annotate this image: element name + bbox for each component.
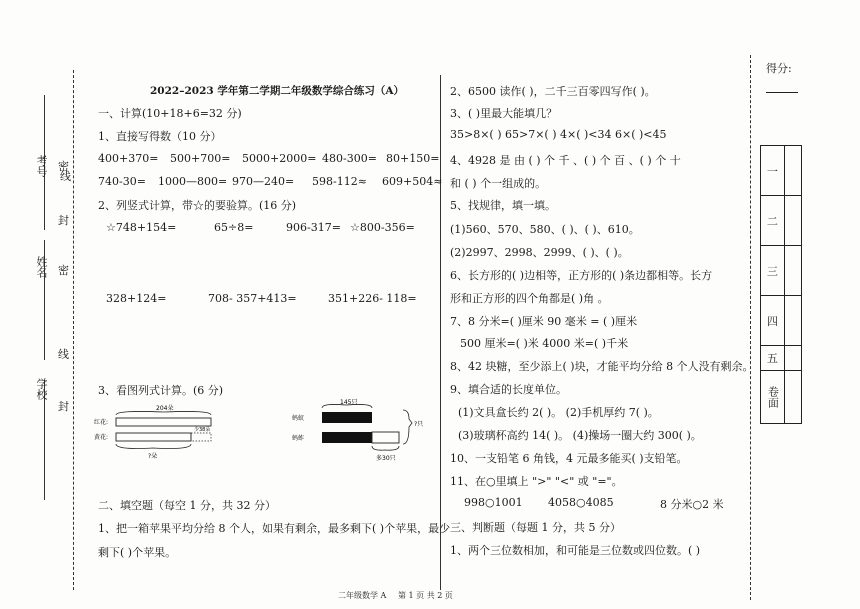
vertical-calc-item: ☆748+154= xyxy=(106,221,177,234)
calc-item: 609+504≈ xyxy=(382,175,443,188)
score-cell xyxy=(784,246,801,296)
exam-no-label: 考号 xyxy=(35,155,48,177)
footer-subject: 二年级数学 A xyxy=(338,591,387,600)
calc-item: 598-112≈ xyxy=(312,175,367,188)
fill-q5-1: (1)560、570、580、( )、( )、610。 xyxy=(450,223,640,236)
diagram2-top-label: 145只 xyxy=(340,399,358,406)
seal-xian-2: 线 xyxy=(58,348,69,361)
diagram2-question-label: ?只 xyxy=(414,421,424,428)
vertical-calc-item: ☆800-356= xyxy=(350,221,415,234)
fill-q7-line2: 500 厘米=( )米 4000 米=( )千米 xyxy=(460,337,629,350)
score-cell xyxy=(784,371,801,424)
fill-q8: 8、42 块糖，至少添上( )块，才能平均分给 8 个人没有剩余。 xyxy=(450,360,754,373)
fill-q7-line1: 7、8 分米=( )厘米 90 毫米 = ( )厘米 xyxy=(450,315,638,328)
seal-xian-1: 线 xyxy=(60,170,71,183)
diagram1-yellow-label: 黄花: xyxy=(94,434,109,441)
school-label: 学校 xyxy=(35,378,48,400)
fill-q4-line2: 和 ( ) 个一组成的。 xyxy=(450,177,547,190)
fill-q3-items: 35>8×( ) 65>7×( ) 4×( )<34 6×( )<45 xyxy=(450,128,667,141)
vertical-calc-item: 906-317= xyxy=(286,221,341,234)
fill-q1-line1: 1、把一箱苹果平均分给 8 个人，如果有剩余，最多剩下( )个苹果，最少 xyxy=(98,522,451,535)
score-label: 得分: xyxy=(766,62,792,75)
score-table xyxy=(760,145,802,424)
calc-item: 80+150= xyxy=(386,152,440,165)
diagram2-more-label: 多30只 xyxy=(376,455,396,462)
fill-q9-line2: (3)玻璃杯高约 14( )。 (4)操场一圈大约 300( )。 xyxy=(458,429,702,442)
fill-q9: 9、填合适的长度单位。 xyxy=(450,383,567,396)
seal-mi-2: 密 xyxy=(58,264,69,277)
calc-item: 400+370= xyxy=(98,152,159,165)
judge-q1: 1、两个三位数相加，和可能是三位数或四位数。( ) xyxy=(450,544,701,557)
fill-q1-line2: 剩下( )个苹果。 xyxy=(98,546,177,559)
insect-diagram xyxy=(288,394,438,464)
q1-heading: 1、直接写得数（10 分） xyxy=(98,130,222,143)
fill-q6-line2: 形和正方形的四个角都是( )角 。 xyxy=(450,292,609,305)
vertical-calc-item: 351+226- 118= xyxy=(328,292,417,305)
yellow-bar-gap xyxy=(191,433,211,441)
seal-feng-1: 封 xyxy=(58,214,69,227)
score-cell xyxy=(784,346,801,371)
diagram2-a-label: 蚂蚁 xyxy=(292,415,305,422)
score-cell xyxy=(784,196,801,246)
fill-q5-2: (2)2997、2998、2999、( )、( )。 xyxy=(450,246,629,259)
right-dashed-line xyxy=(750,55,751,600)
calc-item: 500+700= xyxy=(170,152,231,165)
diagram1-question-label: ?朵 xyxy=(148,453,158,460)
name-label: 姓名 xyxy=(35,256,48,278)
column-divider xyxy=(440,75,441,590)
fill-q6-line1: 6、长方形的( )边相等，正方形的( )条边都相等。长方 xyxy=(450,269,713,282)
fill-q4-line1: 4、4928 是 由 ( ) 个 千 、( ) 个 百 、( ) 个 十 xyxy=(450,154,681,167)
section-1-heading: 一、计算(10+18+6=32 分) xyxy=(98,107,242,120)
grasshopper-bar xyxy=(322,432,372,443)
binding-dashed-line xyxy=(73,70,74,590)
fill-q3: 3、( )里最大能填几？ xyxy=(450,107,558,120)
fill-q2: 2、6500 读作( )，二千三百零四写作( )。 xyxy=(450,85,656,98)
section-3-heading: 三、判断题（每题 1 分，共 5 分） xyxy=(450,521,621,534)
score-row-label: 一 xyxy=(761,146,785,196)
vertical-calc-item: 328+124= xyxy=(106,292,167,305)
q3-heading: 3、看图列式计算。(6 分) xyxy=(98,384,224,397)
calc-item: 1000—800= xyxy=(158,175,228,188)
score-row-label: 三 xyxy=(761,246,785,296)
seal-feng-2: 封 xyxy=(58,400,69,413)
seal-mi-1: 密 xyxy=(58,160,69,173)
compare-item: 998○1001 xyxy=(464,496,523,509)
yellow-bar xyxy=(116,433,191,441)
score-row-label: 四 xyxy=(761,296,785,346)
compare-item: 4058○4085 xyxy=(548,496,614,509)
section-2-heading: 二、填空题（每空 1 分，共 32 分） xyxy=(98,499,276,512)
score-row-label: 卷面 xyxy=(761,371,785,424)
grasshopper-extra xyxy=(372,432,399,443)
q2-heading: 2、列竖式计算，带☆的要验算。(16 分) xyxy=(98,199,297,212)
calc-item: 480-300= xyxy=(322,152,377,165)
fill-q10: 10、一支铅笔 6 角钱，4 元最多能买( )支铅笔。 xyxy=(450,452,688,465)
calc-item: 970—240= xyxy=(232,175,295,188)
compare-item: 8 分米○2 米 xyxy=(660,498,724,511)
flower-diagram xyxy=(86,398,236,463)
calc-item: 5000+2000= xyxy=(242,152,317,165)
score-cell xyxy=(784,146,801,196)
diagram1-top-label: 204朵 xyxy=(156,405,174,412)
vertical-calc-item: 708- 357+413= xyxy=(208,292,297,305)
fill-q5: 5、找规律，填一填。 xyxy=(450,199,556,212)
score-cell xyxy=(784,296,801,346)
fill-q9-line1: (1)文具盒长约 2( )。 (2)手机厚约 7( )。 xyxy=(458,406,659,419)
diagram2-b-label: 蚂蚱 xyxy=(292,435,305,442)
fill-q11: 11、在○里填上 ">" "<" 或 "="。 xyxy=(450,475,623,488)
score-row-label: 五 xyxy=(761,346,785,371)
diagram1-less-label: 少38朵 xyxy=(194,427,211,433)
ant-bar xyxy=(322,412,372,423)
score-row-label: 二 xyxy=(761,196,785,246)
calc-item: 740-30= xyxy=(98,175,146,188)
diagram1-red-label: 红花: xyxy=(94,419,109,426)
vertical-calc-item: 65÷8= xyxy=(214,221,254,234)
red-bar xyxy=(116,418,211,426)
score-underline xyxy=(766,92,798,93)
footer-page: 第 1 页 共 2 页 xyxy=(398,591,453,600)
page-title: 2022–2023 学年第二学期二年级数学综合练习（A） xyxy=(150,85,404,97)
